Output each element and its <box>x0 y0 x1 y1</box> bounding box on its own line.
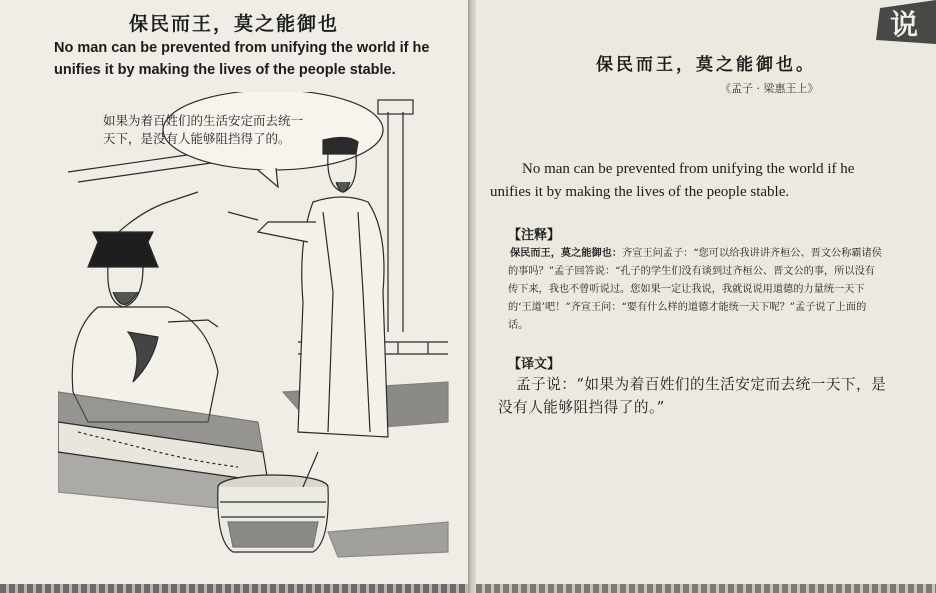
notes-heading: 【注释】 <box>508 228 561 243</box>
translation-body: 孟子说：“如果为着百姓们的生活安定而去统一天下，是没有人能够阻挡得了的。” <box>498 376 887 416</box>
right-page-english: No man can be prevented from unifying the world if he unifies it by making the lives of the people stable. <box>490 161 855 200</box>
logo-glyph: 说 <box>889 8 919 41</box>
right-page-title: 保民而王，莫之能御也。 <box>596 55 816 75</box>
notes-term: 保民而王，莫之能御也： <box>510 247 623 259</box>
source-citation: 《孟子 · 梁惠王上》 <box>720 82 819 95</box>
corner-logo <box>870 0 936 48</box>
translation-heading: 【译文】 <box>508 357 561 372</box>
illustration <box>58 92 458 562</box>
notes-text: 齐宣王问孟子：“您可以给我讲讲齐桓公、晋文公称霸诸侯的事吗？”孟子回答说：“孔子的学生们没有谈到过齐桓公、晋文公的事，所以没有传下来，我也不曾听说过。您如果一定让我说，我就说说用道德的力量统一天下的‘王道’吧！”齐宣王问：“要有什么样的道德才能统一天下呢？”孟子说了上面的话。 <box>508 248 882 331</box>
notes-body <box>508 244 884 335</box>
left-page-title: 保民而王，莫之能御也 <box>128 13 339 35</box>
right-bottom-border <box>476 584 936 593</box>
left-bottom-border <box>0 584 468 593</box>
left-page-english: No man can be prevented from unifying the world if he unifies it by making the lives of the people stable. <box>54 40 430 78</box>
speech-bubble-text: 如果为着百姓们的生活安定而去统一天下，是没有人能够阻挡得了的。 <box>103 113 304 146</box>
book-gutter <box>468 0 476 593</box>
